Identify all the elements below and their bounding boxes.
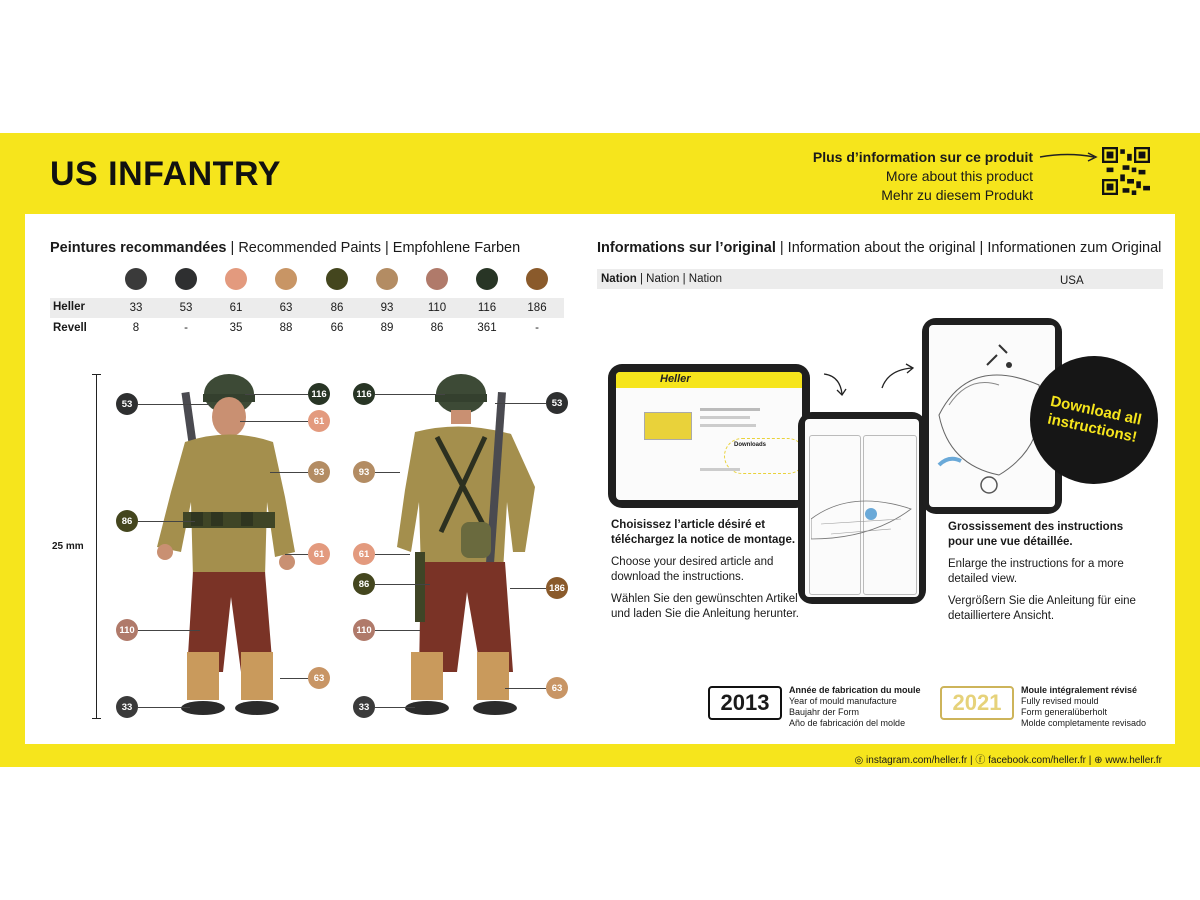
more-info-fr: Plus d’information sur ce produit [812, 149, 1033, 165]
paint-swatch [125, 268, 147, 290]
site-text-line [700, 408, 760, 411]
revised-year-fr: Moule intégralement révisé [1021, 685, 1138, 695]
revell-code: 88 [279, 322, 293, 334]
scale-cap-bottom [92, 718, 101, 719]
paint-swatch [175, 268, 197, 290]
callout-leader [138, 521, 195, 522]
heller-code: 63 [279, 302, 293, 314]
mould-year-de: Baujahr der Form [789, 707, 860, 717]
scale-bar [96, 374, 97, 719]
figure-back-image [385, 372, 555, 720]
paint-callout-badge: 63 [308, 667, 330, 689]
tablet-instructions-screen [805, 419, 919, 597]
mould-year-text [789, 685, 921, 729]
facebook-icon[interactable]: ⓕ [975, 755, 986, 766]
mould-year-badge: 2013 [708, 686, 782, 720]
heller-code: 93 [380, 302, 394, 314]
product-box-image [644, 412, 692, 440]
revised-year-badge: 2021 [940, 686, 1014, 720]
step2-caption [948, 520, 1148, 631]
mould-year-fr: Année de fabrication du moule [789, 685, 921, 695]
paint-swatch [225, 268, 247, 290]
revell-code: - [184, 322, 188, 334]
original-heading: Informations sur l’original | Information about the original | Informationen zum Original [597, 240, 1162, 256]
heller-code: 86 [330, 302, 344, 314]
callout-leader [375, 584, 430, 585]
site-downloads-label: Downloads [734, 442, 767, 448]
callout-leader [245, 394, 308, 395]
revell-code: 8 [132, 322, 140, 334]
site-text-line [700, 416, 750, 419]
callout-leader [375, 707, 415, 708]
paint-callout-badge: 93 [353, 461, 375, 483]
callout-leader [285, 554, 308, 555]
paints-heading: Peintures recommandées | Recommended Paints | Empfohlene Farben [50, 240, 521, 256]
revised-year-es: Molde completamente revisado [1021, 718, 1147, 728]
callout-leader [375, 472, 400, 473]
aircraft-drawing [811, 479, 915, 569]
footer-separator: | [1088, 755, 1092, 766]
globe-icon[interactable]: ⊕ [1094, 755, 1103, 766]
paint-callout-badge: 61 [353, 543, 375, 565]
site-header [616, 372, 802, 388]
callout-leader [138, 707, 190, 708]
callout-leader [510, 588, 546, 589]
revised-year-text [1021, 685, 1146, 729]
heller-code: 33 [129, 302, 143, 314]
revised-year-en: Fully revised mould [1021, 696, 1099, 706]
tablet-website-screen [616, 372, 802, 500]
paint-callout-badge: 63 [546, 677, 568, 699]
paint-callout-badge: 33 [353, 696, 375, 718]
instagram-link[interactable]: instagram.com/heller.fr [866, 755, 968, 766]
paint-swatch [275, 268, 297, 290]
callout-leader [270, 472, 308, 473]
paint-callout-badge: 93 [308, 461, 330, 483]
curved-arrow-icon [820, 370, 850, 400]
scale-cap-top [92, 374, 101, 375]
callout-leader [240, 421, 308, 422]
paint-callout-badge: 116 [353, 383, 375, 405]
step1-caption [611, 518, 801, 629]
mould-year-en: Year of mould manufacture [789, 696, 897, 706]
revell-code: 89 [380, 322, 394, 334]
step2-fr: Grossissement des instructions pour une vue détaillée. [948, 521, 1124, 548]
site-logo: Heller [660, 373, 691, 385]
paint-callout-badge: 86 [116, 510, 138, 532]
website-link[interactable]: www.heller.fr [1105, 755, 1162, 766]
paint-callout-badge: 186 [546, 577, 568, 599]
paint-swatch [376, 268, 398, 290]
paint-callout-badge: 110 [116, 619, 138, 641]
callout-leader [375, 630, 420, 631]
nation-value: USA [1060, 275, 1084, 287]
heller-code: 186 [527, 302, 547, 314]
callout-leader [375, 394, 445, 395]
step1-fr: Choisissez l’article désiré et téléchargez la notice de montage. [611, 519, 796, 546]
more-info-de: Mehr zu diesem Produkt [881, 187, 1033, 203]
paint-callout-badge: 110 [353, 619, 375, 641]
arrow-icon [1038, 150, 1100, 164]
revell-code: 66 [330, 322, 344, 334]
heller-row-label: Heller [53, 301, 85, 313]
paint-callout-badge: 53 [116, 393, 138, 415]
figure-front-image [145, 372, 315, 720]
paint-callout-badge: 53 [546, 392, 568, 414]
more-info-block[interactable] [813, 148, 1033, 205]
revell-code: 361 [477, 322, 497, 334]
heller-code: 116 [477, 302, 497, 314]
step2-en: Enlarge the instructions for a more detailed view. [948, 558, 1124, 585]
site-text-line [700, 468, 740, 471]
tablet-instructions [798, 412, 926, 604]
page-title: US INFANTRY [50, 155, 281, 193]
paint-swatch [426, 268, 448, 290]
step1-de: Wählen Sie den gewünschten Artikel und laden Sie die Anleitung herunter. [611, 593, 799, 620]
heller-code: 61 [229, 302, 243, 314]
footer-links [855, 751, 1162, 766]
paint-callout-badge: 86 [353, 573, 375, 595]
site-text-line [700, 424, 756, 427]
callout-leader [138, 630, 200, 631]
nation-label: Nation | Nation | Nation [601, 273, 723, 285]
paint-swatch [326, 268, 348, 290]
revised-year-de: Form generalüberholt [1021, 707, 1108, 717]
paint-callout-badge: 61 [308, 543, 330, 565]
callout-leader [505, 688, 546, 689]
paint-callout-badge: 33 [116, 696, 138, 718]
tablet-website [608, 364, 810, 508]
revell-row-label: Revell [53, 322, 87, 334]
callout-leader [375, 554, 410, 555]
heller-code: 110 [427, 302, 447, 314]
callout-leader [495, 403, 546, 404]
callout-leader [280, 678, 308, 679]
download-all-badge[interactable]: Download all instructions! [1018, 344, 1170, 496]
heller-code: 53 [179, 302, 193, 314]
footer-separator: | [969, 755, 973, 766]
qr-code-icon[interactable] [1102, 147, 1150, 195]
step1-en: Choose your desired article and download the instructions. [611, 556, 774, 583]
curved-arrow-icon [878, 362, 918, 392]
paint-swatch [476, 268, 498, 290]
step2-de: Vergrößern Sie die Anleitung für eine detailliertere Ansicht. [948, 595, 1136, 622]
callout-leader [138, 404, 210, 405]
instagram-icon[interactable]: ◎ [854, 755, 864, 766]
facebook-link[interactable]: facebook.com/heller.fr [988, 755, 1086, 766]
scale-label: 25 mm [52, 541, 84, 552]
paint-callout-badge: 116 [308, 383, 330, 405]
paint-callout-badge: 61 [308, 410, 330, 432]
more-info-en: More about this product [885, 168, 1033, 184]
revell-code: 86 [430, 322, 444, 334]
revell-code: - [535, 322, 539, 334]
revell-code: 35 [229, 322, 243, 334]
paint-swatch [526, 268, 548, 290]
mould-year-es: Año de fabricación del molde [789, 718, 906, 728]
